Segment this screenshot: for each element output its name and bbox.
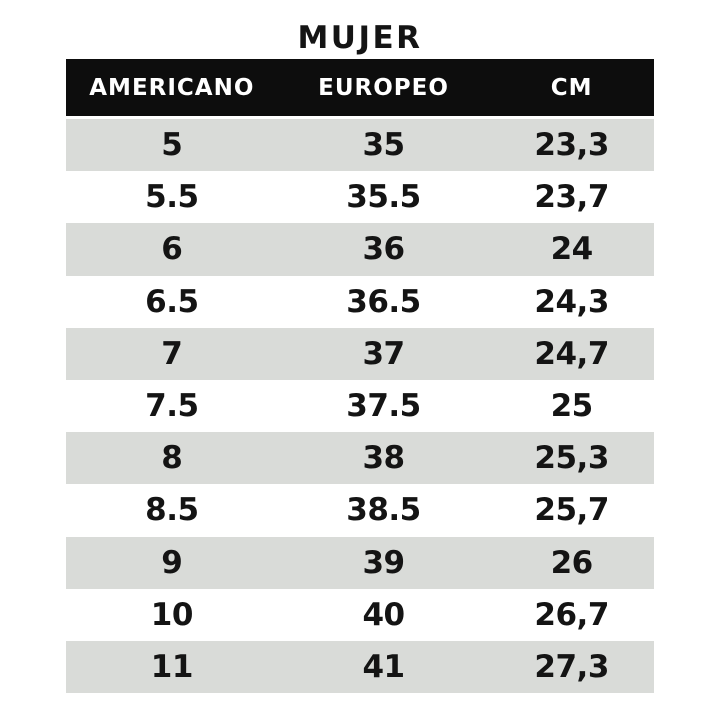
- cell-cm: 23,3: [534, 127, 609, 164]
- cell-europeo: 39: [362, 544, 405, 581]
- cell-americano: 6: [161, 231, 183, 268]
- table-row: [66, 171, 654, 223]
- table-row: [66, 276, 654, 328]
- cell-europeo: 36.5: [346, 283, 421, 320]
- cell-cm: 24,7: [534, 335, 609, 372]
- column-header-cm: CM: [550, 74, 593, 101]
- column-header-americano: AMERICANO: [89, 74, 255, 101]
- cell-europeo: 37: [362, 335, 405, 372]
- cell-cm: 25: [550, 388, 593, 425]
- cell-europeo: 37.5: [346, 388, 421, 425]
- table-row: [66, 328, 654, 380]
- cell-americano: 9: [161, 544, 183, 581]
- cell-cm: 25,3: [534, 440, 609, 477]
- cell-americano: 11: [150, 648, 193, 685]
- cell-americano: 8.5: [145, 492, 199, 529]
- cell-europeo: 40: [362, 596, 405, 633]
- chart-title: MUJER: [297, 20, 423, 56]
- cell-americano: 10: [150, 596, 193, 633]
- table-row: [66, 589, 654, 641]
- table-row: [66, 537, 654, 589]
- table-row: [66, 484, 654, 536]
- cell-europeo: 38.5: [346, 492, 421, 529]
- table-row: [66, 641, 654, 693]
- size-table: [66, 59, 654, 693]
- cell-cm: 24: [550, 231, 593, 268]
- cell-cm: 24,3: [534, 283, 609, 320]
- cell-cm: 26,7: [534, 596, 609, 633]
- cell-americano: 8: [161, 440, 183, 477]
- table-row: [66, 432, 654, 484]
- table-row: [66, 223, 654, 275]
- cell-europeo: 41: [362, 648, 405, 685]
- table-body: [66, 119, 654, 693]
- cell-cm: 23,7: [534, 179, 609, 216]
- cell-europeo: 35: [362, 127, 405, 164]
- cell-americano: 5.5: [145, 179, 199, 216]
- cell-cm: 27,3: [534, 648, 609, 685]
- cell-europeo: 38: [362, 440, 405, 477]
- cell-cm: 26: [550, 544, 593, 581]
- cell-europeo: 35.5: [346, 179, 421, 216]
- column-header-europeo: EUROPEO: [318, 74, 449, 101]
- cell-americano: 5: [161, 127, 183, 164]
- cell-europeo: 36: [362, 231, 405, 268]
- cell-cm: 25,7: [534, 492, 609, 529]
- table-row: [66, 380, 654, 432]
- table-row: [66, 119, 654, 171]
- table-header-row: [66, 59, 654, 116]
- cell-americano: 7.5: [145, 388, 199, 425]
- cell-americano: 6.5: [145, 283, 199, 320]
- cell-americano: 7: [161, 335, 183, 372]
